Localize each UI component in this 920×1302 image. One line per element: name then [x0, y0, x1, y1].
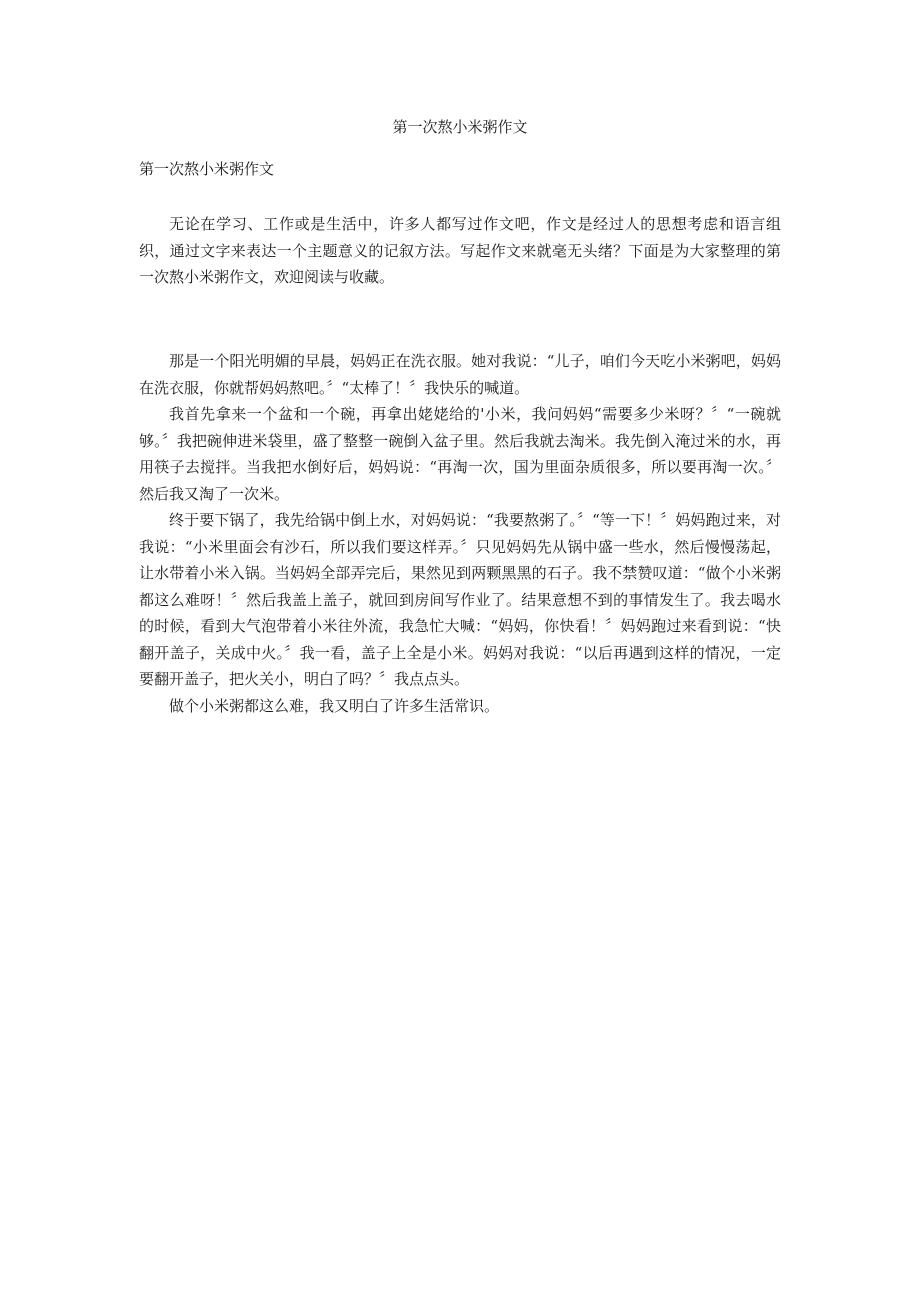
story-section — [139, 348, 781, 719]
story-paragraph-1: 那是一个阳光明媚的早晨，妈妈正在洗衣服。她对我说：“儿子，咱们今天吃小米粥吧，妈妈在洗衣服，你就帮妈妈熬吧。〞“太棒了！〞我快乐的喊道。 — [139, 352, 781, 397]
story-paragraph-2: 我首先拿来一个盆和一个碗，再拿出姥姥给的'小米，我问妈妈“需要多少米呀？〞“一碗就够。〞我把碗伸进米袋里，盛了整整一碗倒入盆子里。然后我就去淘米。我先倒入淹过米的水，再用筷子去搅拌。当我把水倒好后，妈妈说：“再淘一次，国为里面杂质很多，所以要再淘一次。〞然后我又淘了一次米。 — [139, 405, 781, 503]
document-subtitle: 第一次熬小米粥作文 — [139, 160, 275, 178]
intro-paragraph: 无论在学习、工作或是生活中，许多人都写过作文吧，作文是经过人的思想考虑和语言组织，通过文字来表达一个主题意义的记叙方法。写起作文来就毫无头绪？下面是为大家整理的第一次熬小米粥作文，欢迎阅读与收藏。 — [139, 215, 781, 286]
intro-section — [139, 211, 781, 291]
story-paragraph-3: 终于要下锅了，我先给锅中倒上水，对妈妈说：“我要熬粥了。〞“等一下！〞妈妈跑过来，对我说：“小米里面会有沙石，所以我们要这样弄。〞只见妈妈先从锅中盛一些水，然后慢慢荡起，让水带着小米入锅。当妈妈全部弄完后，果然见到两颗黑黑的石子。我不禁赞叹道：“做个小米粥都这么难呀！〞然后我盖上盖子，就回到房间写作业了。结果意想不到的事情发生了。我去喝水的时候，看到大气泡带着小米往外流，我急忙大喊：“妈妈，你快看！〞妈妈跑过来看到说：“快翻开盖子，关成中火。〞我一看，盖子上全是小米。妈妈对我说：“以后再遇到这样的情况，一定要翻开盖子，把火关小，明白了吗？〞我点点头。 — [139, 511, 781, 688]
document-title: 第一次熬小米粥作文 — [392, 118, 528, 136]
story-paragraph-4: 做个小米粥都这么难，我又明白了许多生活常识。 — [169, 696, 500, 715]
